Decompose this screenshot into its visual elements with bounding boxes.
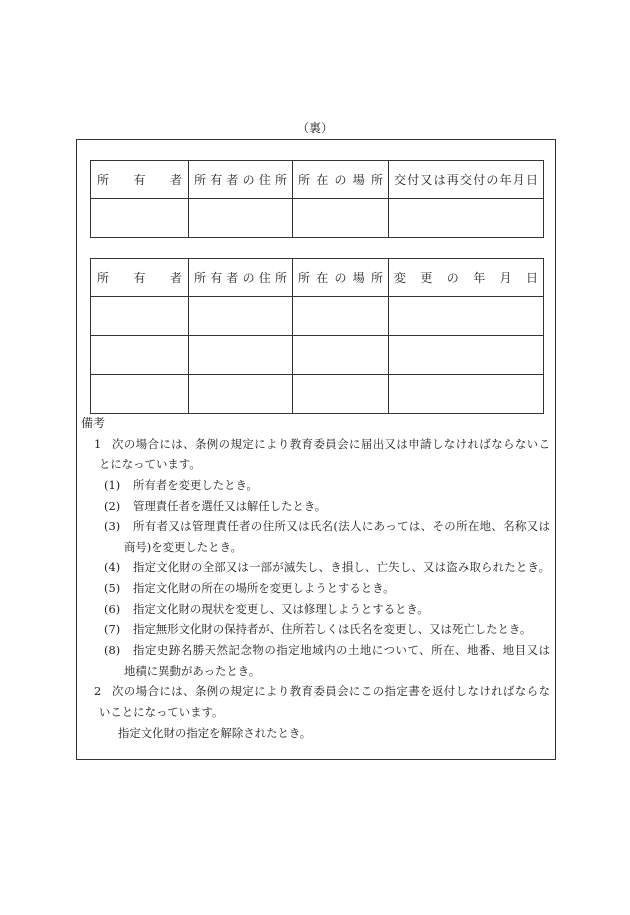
remark-subitem-number: (4) [104, 560, 121, 575]
table-header-row [91, 259, 544, 297]
header-owner: 所有者 [91, 259, 189, 297]
remark-subitem-number: (8) [104, 643, 121, 658]
remark-subitem [0, 599, 630, 620]
table-header-row [91, 161, 544, 199]
remark-subitem-continuation [0, 537, 630, 558]
remark-subitem [0, 619, 630, 640]
table-cell [293, 336, 389, 375]
table-row [91, 336, 544, 375]
remarks-section [0, 413, 630, 743]
remark-subitem-text: 指定史跡名勝天然記念物の指定地域内の土地について、所在、地番、地目又は [133, 643, 550, 658]
header-location: 所在の場所 [293, 259, 389, 297]
remark-subitem [0, 516, 630, 537]
remark-item-text: いことになっています。 [99, 704, 224, 719]
remark-item-continuation [0, 702, 630, 723]
remark-subitem [0, 578, 630, 599]
header-location: 所在の場所 [293, 161, 389, 199]
remark-subitem [0, 640, 630, 661]
table-cell [189, 375, 293, 414]
header-owner: 所有者 [91, 161, 189, 199]
remark-subitem [0, 496, 630, 517]
remark-subitem [0, 475, 630, 496]
remark-item-continuation [0, 454, 630, 475]
table-cell [389, 199, 544, 238]
table-cell [189, 199, 293, 238]
remark-subitem-text: 地積に異動があったとき。 [124, 663, 261, 678]
remark-subitem-number: (5) [104, 581, 121, 596]
remark-detail-line [0, 723, 630, 744]
table-row [91, 375, 544, 414]
remark-subitem-text: 指定文化財の所在の場所を変更しようとするとき。 [133, 581, 395, 596]
remark-subitem-text: 商号)を変更したとき。 [124, 539, 242, 554]
remark-subitem-continuation [0, 661, 630, 682]
change-history-table [90, 258, 544, 414]
remark-subitem-number: (3) [104, 519, 121, 534]
table-cell [389, 297, 544, 336]
remark-item [0, 681, 630, 702]
remark-subitem-text: 指定無形文化財の保持者が、住所若しくは氏名を変更し、又は死亡したとき。 [133, 622, 532, 637]
remark-subitem-text: 指定文化財の全部又は一部が滅失し、き損し、亡失し、又は盗み取られたとき。 [133, 560, 550, 575]
remark-item-number: 1 [94, 436, 102, 451]
remark-subitem-text: 管理責任者を選任又は解任したとき。 [133, 498, 327, 513]
remarks-heading: 備考 [81, 416, 106, 430]
table-cell [293, 297, 389, 336]
page-side-label: （裏） [296, 121, 333, 135]
table-cell [189, 297, 293, 336]
remark-subitem-text: 所有者を変更したとき。 [133, 477, 258, 492]
table-cell [189, 336, 293, 375]
remarks-heading-line [0, 413, 630, 434]
header-owner-address: 所有者の住所 [189, 259, 293, 297]
remark-item [0, 434, 630, 455]
remark-subitem-number: (6) [104, 601, 121, 616]
issuance-table [90, 160, 544, 238]
table-cell [91, 375, 189, 414]
remark-subitem-number: (2) [104, 498, 121, 513]
remark-detail-text: 指定文化財の指定を解除されたとき。 [118, 725, 312, 740]
remark-subitem-number: (1) [104, 477, 121, 492]
remark-item-number: 2 [94, 684, 102, 699]
remark-subitem-number: (7) [104, 622, 121, 637]
remark-subitem-text: 所有者又は管理責任者の住所又は氏名(法人にあっては、その所在地、名称又は [133, 519, 550, 534]
remark-item-text: 次の場合には、条例の規定により教育委員会に届出又は申請しなければならないこ [112, 436, 550, 451]
table-cell [91, 297, 189, 336]
header-owner-address: 所有者の住所 [189, 161, 293, 199]
remark-subitem [0, 557, 630, 578]
table-cell [293, 375, 389, 414]
remark-item-text: とになっています。 [99, 457, 201, 472]
table-cell [389, 375, 544, 414]
remark-subitem-text: 指定文化財の現状を変更し、又は修理しようとするとき。 [133, 601, 429, 616]
table-cell [293, 199, 389, 238]
table-cell [389, 336, 544, 375]
header-change-date: 変更の年月日 [389, 259, 544, 297]
header-issue-date: 交付又は再交付の年月日 [389, 161, 544, 199]
remark-item-text: 次の場合には、条例の規定により教育委員会にこの指定書を返付しなければならな [112, 684, 550, 699]
table-cell [91, 336, 189, 375]
table-row [91, 199, 544, 238]
table-row [91, 297, 544, 336]
table-cell [91, 199, 189, 238]
